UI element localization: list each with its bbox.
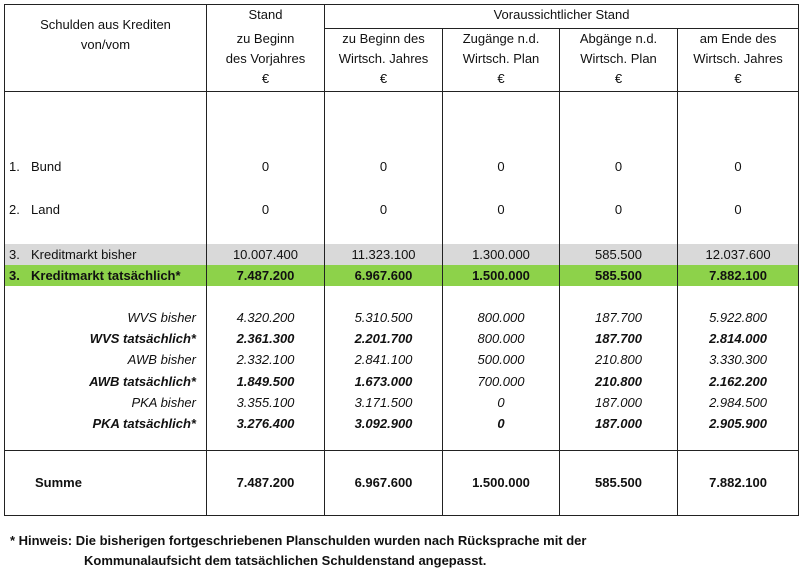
header-group: Voraussichtlicher Stand: [325, 5, 799, 29]
table-row-land: 2. Land 0 0 0 0 0: [5, 187, 799, 232]
header-col-ende: am Ende des Wirtsch. Jahres €: [678, 29, 799, 92]
table-row-wvs-bisher: WVS bisher 4.320.200 5.310.500 800.000 187.700 5.922.800: [5, 307, 799, 328]
table-row-awb-bisher: AWB bisher 2.332.100 2.841.100 500.000 210.800 3.330.300: [5, 349, 799, 370]
table-row-pka-bisher: PKA bisher 3.355.100 3.171.500 0 187.000 2.984.500: [5, 392, 799, 413]
table-row-pka-tatsaechlich: PKA tatsächlich* 3.276.400 3.092.900 0 187.000 2.905.900: [5, 413, 799, 434]
footnote-line-1: * Hinweis: Die bisherigen fortgeschriebenen Planschulden wurden nach Rücksprache mit der: [10, 533, 587, 548]
header-col-vorjahr: zu Beginn des Vorjahres €: [207, 29, 325, 92]
footnote: [10, 531, 586, 571]
header-row-1: [5, 5, 799, 29]
table-row-awb-tatsaechlich: AWB tatsächlich* 1.849.500 1.673.000 700.000 210.800 2.162.200: [5, 370, 799, 391]
footnote-line-2: Kommunalaufsicht dem tatsächlichen Schuldenstand angepasst.: [84, 553, 487, 568]
spacer-row: [5, 286, 799, 306]
header-col-zugaenge: Zugänge n.d. Wirtsch. Plan €: [443, 29, 560, 92]
table-row-wvs-tatsaechlich: WVS tatsächlich* 2.361.300 2.201.700 800.000 187.700 2.814.000: [5, 328, 799, 349]
spacer-row: [5, 92, 799, 147]
header-col-label: Schulden aus Krediten von/vom: [5, 5, 207, 92]
table-row-bund: 1. Bund 0 0 0 0 0: [5, 146, 799, 187]
header-col-beginn: zu Beginn des Wirtsch. Jahres €: [325, 29, 443, 92]
table-row-summe: Summe 7.487.200 6.967.600 1.500.000 585.500 7.882.100: [5, 450, 799, 515]
spacer-row: [5, 232, 799, 244]
table-row-kreditmarkt-tatsaechlich: 3. Kreditmarkt tatsächlich* 7.487.200 6.967.600 1.500.000 585.500 7.882.100: [5, 265, 799, 286]
spacer-row: [5, 434, 799, 450]
table-row-kreditmarkt-bisher: 3. Kreditmarkt bisher 10.007.400 11.323.100 1.300.000 585.500 12.037.600: [5, 244, 799, 265]
debt-table: [4, 4, 799, 516]
header-col-stand: Stand: [207, 5, 325, 29]
header-col-abgaenge: Abgänge n.d. Wirtsch. Plan €: [560, 29, 678, 92]
